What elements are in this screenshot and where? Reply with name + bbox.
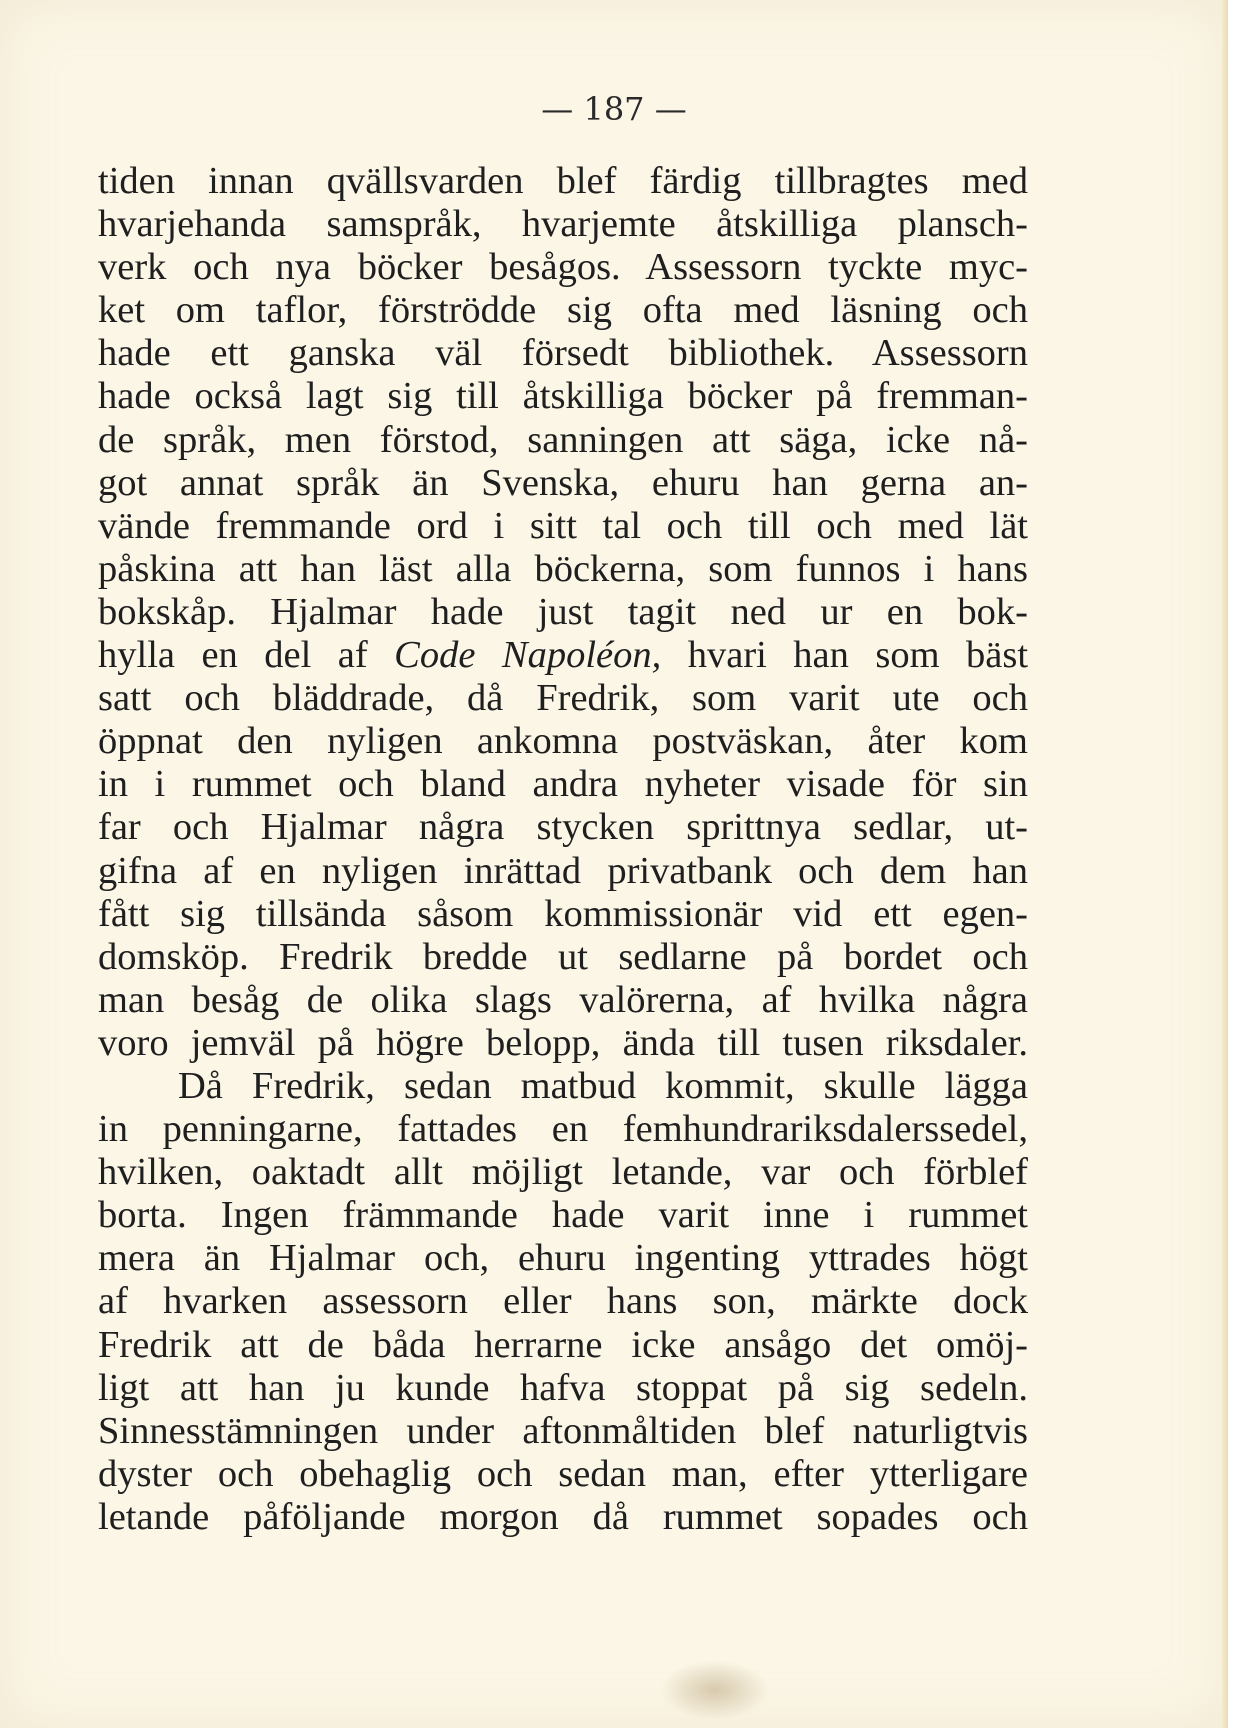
text-line: dyster och obehaglig och sedan man, efter ytterligare xyxy=(98,1452,1028,1495)
text-line: domsköp. Fredrik bredde ut sedlarne på bordet och xyxy=(98,935,1028,978)
page-edge xyxy=(1222,0,1228,1728)
paragraph-start-line: Då Fredrik, sedan matbud kommit, skulle lägga xyxy=(178,1064,1028,1107)
text-line: in penningarne, fattades en femhundrariksdalerssedel, xyxy=(98,1108,1028,1151)
text-line: satt och bläddrade, då Fredrik, som varit ute och xyxy=(98,677,1028,720)
text-line: Fredrik att de båda herrarne icke ansågo det omöj- xyxy=(98,1323,1028,1366)
text-line: vände fremmande ord i sitt tal och till och med lät xyxy=(98,504,1028,547)
text-line: got annat språk än Svenska, ehuru han gerna an- xyxy=(98,461,1028,504)
text-line: fått sig tillsända såsom kommissionär vid ett egen- xyxy=(98,892,1028,935)
text-line: hvarjehanda samspråk, hvarjemte åtskilliga plansch- xyxy=(98,203,1028,246)
text-line: borta. Ingen främmande hade varit inne i rummet xyxy=(98,1194,1028,1237)
text-line: tiden innan qvällsvarden blef färdig tillbragtes med xyxy=(98,160,1028,202)
text-line: hvilken, oaktadt allt möjligt letande, var och förblef xyxy=(98,1151,1028,1194)
text-line: letande påföljande morgon då rummet sopades och xyxy=(98,1495,1028,1538)
book-title: Code Napoléon, xyxy=(394,634,662,677)
text-line: de språk, men förstod, sanningen att säga, icke nå- xyxy=(98,418,1028,461)
text-segment: hylla en del af xyxy=(98,634,368,677)
text-line-italic xyxy=(98,634,1028,677)
text-segment: hvari han som bäst xyxy=(687,634,1029,677)
text-line: bokskåp. Hjalmar hade just tagit ned ur en bok- xyxy=(98,590,1028,633)
page-number: — 187 — xyxy=(541,90,687,128)
text-line: ket om taflor, förströdde sig ofta med läsning och xyxy=(98,289,1028,332)
text-line: verk och nya böcker besågos. Assessorn tyckte myc- xyxy=(98,246,1028,289)
text-line: gifna af en nyligen inrättad privatbank och dem han xyxy=(98,849,1028,892)
text-line: Sinnesstämningen under aftonmåltiden blef naturligtvis xyxy=(98,1409,1028,1452)
text-line: in i rummet och bland andra nyheter visade för sin xyxy=(98,763,1028,806)
text-line: man besåg de olika slags valörerna, af hvilka några xyxy=(98,978,1028,1021)
text-line: öppnat den nyligen ankomna postväskan, åter kom xyxy=(98,720,1028,763)
text-line: hade ett ganska väl försedt bibliothek. Assessorn xyxy=(98,332,1028,375)
page-stain xyxy=(660,1660,770,1720)
text-line: mera än Hjalmar och, ehuru ingenting yttrades högt xyxy=(98,1237,1028,1280)
text-line: far och Hjalmar några stycken sprittnya sedlar, ut- xyxy=(98,806,1028,849)
text-line: hade också lagt sig till åtskilliga böcker på fremman- xyxy=(98,375,1028,418)
text-line: påskina att han läst alla böckerna, som funnos i hans xyxy=(98,547,1028,590)
text-line: ligt att han ju kunde hafva stoppat på sig sedeln. xyxy=(98,1366,1028,1409)
text-line: af hvarken assessorn eller hans son, märkte dock xyxy=(98,1280,1028,1323)
text-line: voro jemväl på högre belopp, ända till tusen riksdaler. xyxy=(98,1021,1028,1064)
body-text xyxy=(98,160,1028,1539)
